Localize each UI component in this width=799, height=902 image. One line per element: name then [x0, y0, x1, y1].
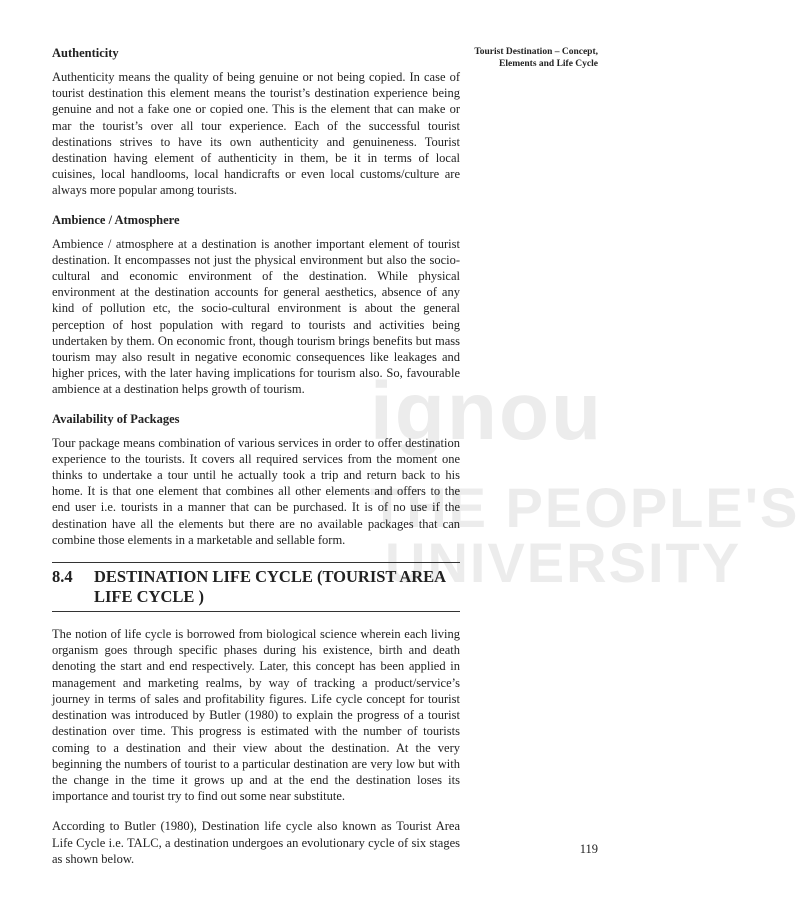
section-heading-8-4 — [52, 562, 460, 612]
watermark-line-2: THE PEOPLE'S — [370, 476, 799, 539]
heading-ambience: Ambience / Atmosphere — [52, 212, 180, 227]
watermark-line-3: UNIVERSITY — [385, 531, 742, 594]
running-header: Tourist Destination – Concept, Elements and Life Cycle — [474, 47, 598, 69]
section-number: 8.4 — [52, 567, 73, 587]
paragraph-ambience: Ambience / atmosphere at a destination is another important element of tourist destination. It encompasses not just the physical environment but also the socio-cultural and economic environment of the destination. While physical environment at the destination accounts for general aesthetics, absence of any kind of pollution etc, the socio-cultural environment is about the general perception of host population with regard to tourists and activities being undertaken by them. On economic front, though tourism brings benefits but mass tourism may also result in negative economic consequences like leakages and higher prices, with the later having implications for tourism also. So, favourable ambience at a destination helps growth of tourism. — [52, 236, 460, 397]
heading-packages: Availability of Packages — [52, 411, 180, 426]
section-title: DESTINATION LIFE CYCLE (TOURIST AREA LIFE CYCLE ) — [94, 567, 446, 607]
heading-authenticity: Authenticity — [52, 46, 119, 60]
paragraph-authenticity: Authenticity means the quality of being genuine or not being copied. In case of tourist destination this element means the tourist’s destination experience being genuine and not a fake one or copied one. This is the element that can make or mar the tourist’s over all tour experience. Each of the successful tourist destinations strives to have its own authenticity and genuineness. Tourist destination having element of authenticity in them, be it in terms of local cuisines, local handlooms, local handicrafts or even local customs/culture are always more popular among tourists. — [52, 70, 460, 198]
watermark-logo-text: ignou — [370, 366, 604, 457]
paragraph-life-cycle-intro: The notion of life cycle is borrowed from biological science wherein each living organism goes through specific phases during his existence, birth and death denoting the start and end respectively. Later, this concept has been applied in management and marketing realms, by way of tracking a product/service’s journey in terms of sales and profitability figures. Life cycle concept for tourist destination was introduced by Butler (1980) to explain the progress of a tourist destination over time. This progress is estimated with the number of tourists coming to a destination and their view about the destination. At the very beginning the numbers of tourist to a particular destination are very low but with the change in the time it grows up and at the end the destination loses its importance and tourist try to find out some near substitute. — [52, 627, 460, 804]
page-number: 119 — [579, 842, 598, 856]
paragraph-talc: According to Butler (1980), Destination life cycle also known as Tourist Area Life Cycle i.e. TALC, a destination undergoes an evolutionary cycle of six stages as shown below. — [52, 819, 460, 866]
page-body — [52, 46, 460, 881]
paragraph-packages: Tour package means combination of various services in order to offer destination experience to the tourists. It covers all required services from the moment one thinks to undertake a tour until he actually took a trip and return back to his home. It is that one element that combines all other elements and offers to the end user i.e. tourists in a manner that can be purchased. It is of no use if the destination have all the elements but there are no available packages that can combine those elements in a marketable and sellable form. — [52, 435, 460, 547]
